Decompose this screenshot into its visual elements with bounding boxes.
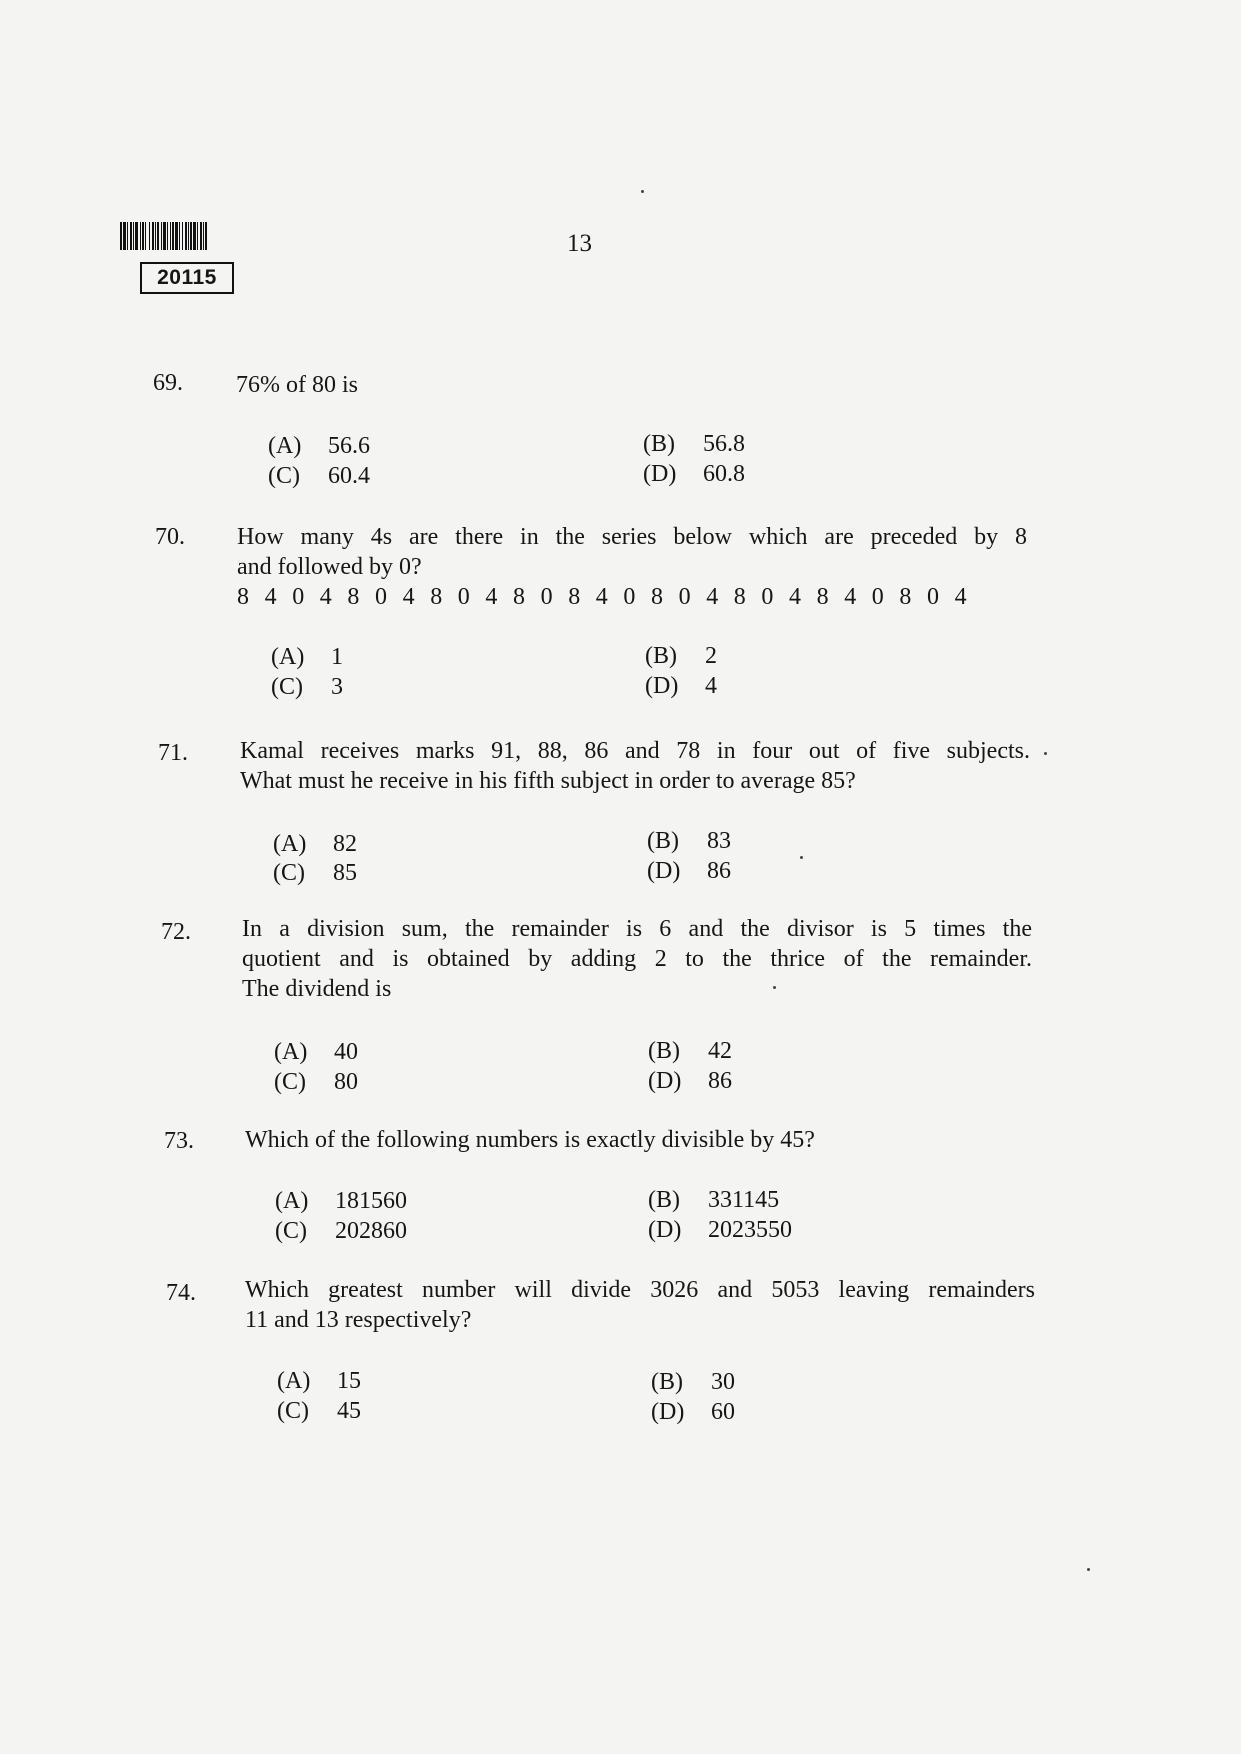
option-value: 4 <box>705 673 717 699</box>
question-number: 73. <box>164 1128 194 1154</box>
option-value: 56.8 <box>703 431 745 457</box>
question-text <box>242 914 1032 1004</box>
option-value: 60.8 <box>703 461 745 487</box>
option-label: (D) <box>643 461 677 487</box>
option-label: (A) <box>277 1368 311 1394</box>
question-text-line: In a division sum, the remainder is 6 and the divisor is 5 times the <box>242 916 1032 942</box>
option-label: (A) <box>271 644 305 670</box>
question-number: 70. <box>155 524 185 550</box>
option-c[interactable] <box>275 1216 407 1246</box>
option-label: (D) <box>648 1217 682 1243</box>
question-number: 74. <box>166 1280 196 1306</box>
question-text-line: and followed by 0? <box>237 554 422 580</box>
question-text-line: 76% of 80 is <box>236 372 358 398</box>
option-value: 60 <box>711 1399 735 1425</box>
question-text-line: Which of the following numbers is exactly divisible by 45? <box>245 1127 815 1153</box>
option-d[interactable] <box>647 856 731 886</box>
scan-speck <box>1087 1568 1090 1571</box>
option-label: (A) <box>273 831 307 857</box>
option-d[interactable] <box>643 459 745 489</box>
option-a[interactable] <box>277 1366 361 1396</box>
option-value: 40 <box>334 1039 358 1065</box>
option-d[interactable] <box>648 1215 792 1245</box>
option-c[interactable] <box>271 672 343 702</box>
question-text-line: What must he receive in his fifth subject in order to average 85? <box>240 768 856 794</box>
question-text <box>236 370 1026 400</box>
option-value: 86 <box>708 1068 732 1094</box>
option-b[interactable] <box>648 1036 732 1066</box>
option-value: 86 <box>707 858 731 884</box>
option-label: (B) <box>648 1187 680 1213</box>
option-value: 1 <box>331 644 343 670</box>
option-value: 83 <box>707 828 731 854</box>
scan-speck <box>1044 752 1047 755</box>
question-text-line: How many 4s are there in the series below which are preceded by 8 <box>237 524 1027 550</box>
scan-speck <box>773 986 776 989</box>
option-label: (A) <box>274 1039 308 1065</box>
option-value: 331145 <box>708 1187 780 1213</box>
question-text-line: 11 and 13 respectively? <box>245 1307 472 1333</box>
option-label: (D) <box>648 1068 682 1094</box>
option-c[interactable] <box>273 858 357 888</box>
option-b[interactable] <box>645 641 717 671</box>
option-label: (C) <box>268 463 300 489</box>
option-label: (C) <box>274 1069 306 1095</box>
question-text-line: Which greatest number will divide 3026 and 5053 leaving remainders <box>245 1277 1035 1303</box>
question-text <box>245 1275 1035 1335</box>
option-a[interactable] <box>268 431 370 461</box>
option-d[interactable] <box>648 1066 732 1096</box>
option-value: 181560 <box>335 1188 407 1214</box>
option-b[interactable] <box>651 1367 735 1397</box>
question-text-line: Kamal receives marks 91, 88, 86 and 78 in four out of five subjects. <box>240 738 1030 764</box>
question-number: 71. <box>158 740 188 766</box>
page-number: 13 <box>567 230 592 257</box>
option-a[interactable] <box>271 642 343 672</box>
option-d[interactable] <box>651 1397 735 1427</box>
option-d[interactable] <box>645 671 717 701</box>
question-text <box>240 736 1030 796</box>
option-b[interactable] <box>643 429 745 459</box>
number-series: 8 4 0 4 8 0 4 8 0 4 8 0 8 4 0 8 0 4 8 0 4 8 4 0 8 0 4 <box>237 584 972 610</box>
question-booklet-code: 20115 <box>140 262 234 294</box>
option-value: 3 <box>331 674 343 700</box>
option-value: 56.6 <box>328 433 370 459</box>
option-label: (C) <box>271 674 303 700</box>
option-c[interactable] <box>277 1396 361 1426</box>
option-value: 80 <box>334 1069 358 1095</box>
question-number: 69. <box>153 370 183 396</box>
option-label: (B) <box>648 1038 680 1064</box>
option-value: 60.4 <box>328 463 370 489</box>
option-label: (A) <box>275 1188 309 1214</box>
option-value: 30 <box>711 1369 735 1395</box>
scan-speck <box>800 856 803 859</box>
option-label: (C) <box>277 1398 309 1424</box>
option-label: (D) <box>645 673 679 699</box>
option-value: 202860 <box>335 1218 407 1244</box>
option-label: (B) <box>643 431 675 457</box>
barcode-icon <box>120 222 284 250</box>
option-label: (D) <box>647 858 681 884</box>
option-label: (A) <box>268 433 302 459</box>
option-value: 2 <box>705 643 717 669</box>
option-label: (C) <box>273 860 305 886</box>
option-label: (D) <box>651 1399 685 1425</box>
question-text-line: The dividend is <box>242 976 392 1002</box>
question-text <box>245 1125 1035 1155</box>
option-value: 15 <box>337 1368 361 1394</box>
option-b[interactable] <box>648 1185 779 1215</box>
option-a[interactable] <box>275 1186 407 1216</box>
option-label: (B) <box>647 828 679 854</box>
scan-speck <box>641 190 644 193</box>
question-text <box>237 522 1027 612</box>
option-label: (C) <box>275 1218 307 1244</box>
option-value: 2023550 <box>708 1217 792 1243</box>
question-number: 72. <box>161 919 191 945</box>
option-value: 85 <box>333 860 357 886</box>
option-label: (B) <box>645 643 677 669</box>
option-value: 42 <box>708 1038 732 1064</box>
option-c[interactable] <box>274 1067 358 1097</box>
option-c[interactable] <box>268 461 370 491</box>
option-value: 82 <box>333 831 357 857</box>
question-text-line: quotient and is obtained by adding 2 to the thrice of the remainder. <box>242 946 1032 972</box>
option-a[interactable] <box>274 1037 358 1067</box>
option-label: (B) <box>651 1369 683 1395</box>
option-a[interactable] <box>273 829 357 859</box>
option-b[interactable] <box>647 826 731 856</box>
option-value: 45 <box>337 1398 361 1424</box>
